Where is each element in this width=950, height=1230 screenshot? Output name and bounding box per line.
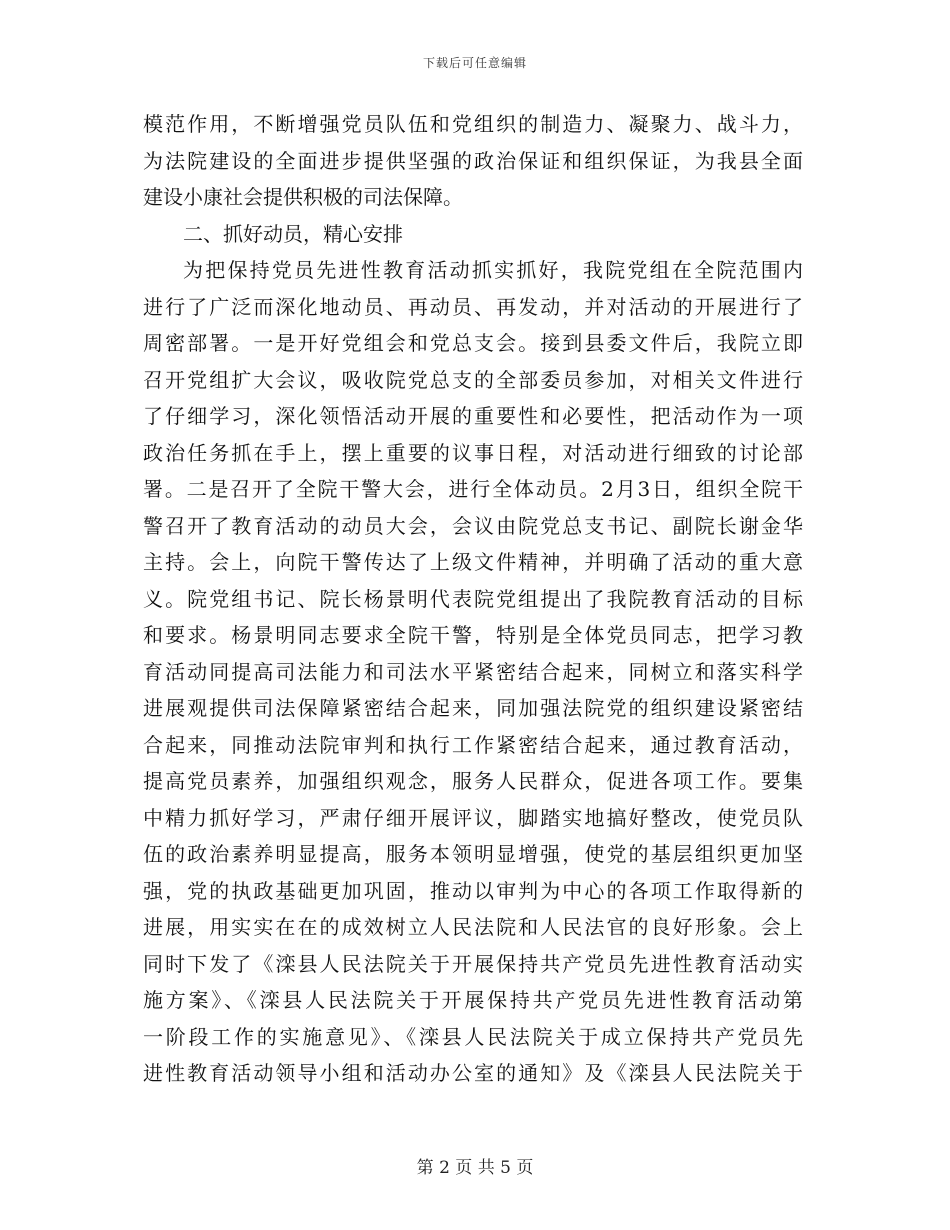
text-line: 为法院建设的全面进步提供坚强的政治保证和组织保证，为我县全面 <box>143 148 806 173</box>
text-line: 了仔细学习，深化领悟活动开展的重要性和必要性，把活动作为一项 <box>143 404 806 428</box>
text-line: 提高党员素养，加强组织观念，服务人民群众，促进各项工作。要集 <box>143 769 806 793</box>
text-line: 施方案》、《滦县人民法院关于开展保持共产党员先进性教育活动第 <box>143 988 806 1012</box>
text-line: 合起来，同推动法院审判和执行工作紧密结合起来，通过教育活动， <box>143 732 806 757</box>
text-line: 进展，用实实在在的成效树立人民法院和人民法官的良好形象。会上 <box>143 915 806 939</box>
text-line: 中精力抓好学习，严肃仔细开展评议，脚踏实地搞好整改，使党员队 <box>143 805 806 830</box>
text-line: 警召开了教育活动的动员大会，会议由院党总支书记、副院长谢金华 <box>143 513 806 538</box>
text-line: 召开党组扩大会议，吸收院党总支的全部委员参加，对相关文件进行 <box>143 367 806 392</box>
text-line: 二、抓好动员，精心安排 <box>183 221 403 246</box>
text-line: 主持。会上，向院干警传达了上级文件精神，并明确了活动的重大意 <box>143 550 806 574</box>
text-line: 进行了广泛而深化地动员、再动员、再发动，并对活动的开展进行了 <box>143 294 806 319</box>
text-line: 周密部署。一是开好党组会和党总支会。接到县委文件后，我院立即 <box>143 331 806 355</box>
text-line: 义。院党组书记、院长杨景明代表院党组提出了我院教育活动的目标 <box>143 586 806 611</box>
text-line: 同时下发了《滦县人民法院关于开展保持共产党员先进性教育活动实 <box>143 951 806 976</box>
text-line: 政治任务抓在手上，摆上重要的议事日程，对活动进行细致的讨论部 <box>143 440 806 465</box>
text-line: 强，党的执政基础更加巩固，推动以审判为中心的各项工作取得新的 <box>143 878 806 903</box>
text-line: 一阶段工作的实施意见》、《滦县人民法院关于成立保持共产党员先 <box>143 1024 806 1049</box>
text-line: 伍的政治素养明显提高，服务本领明显增强，使党的基层组织更加坚 <box>143 842 806 866</box>
page-number-footer: 第 2 页 共 5 页 <box>416 1158 534 1178</box>
text-line: 育活动同提高司法能力和司法水平紧密结合起来，同树立和落实科学 <box>143 659 806 684</box>
document-body <box>143 106 806 1092</box>
text-line: 进展观提供司法保障紧密结合起来，同加强法院党的组织建设紧密结 <box>143 696 806 720</box>
page-header-note: 下载后可任意编辑 <box>422 56 527 70</box>
text-line: 署。二是召开了全院干警大会，进行全体动员。2月3日，组织全院干 <box>143 477 805 501</box>
text-line: 为把保持党员先进性教育活动抓实抓好，我院党组在全院范围内 <box>183 258 806 282</box>
text-line: 和要求。杨景明同志要求全院干警，特别是全体党员同志，把学习教 <box>143 623 806 647</box>
text-line: 模范作用，不断增强党员队伍和党组织的制造力、凝聚力、战斗力， <box>143 112 806 136</box>
text-line: 进性教育活动领导小组和活动办公室的通知》及《滦县人民法院关于 <box>143 1061 806 1085</box>
text-line: 建设小康社会提供积极的司法保障。 <box>143 185 463 209</box>
